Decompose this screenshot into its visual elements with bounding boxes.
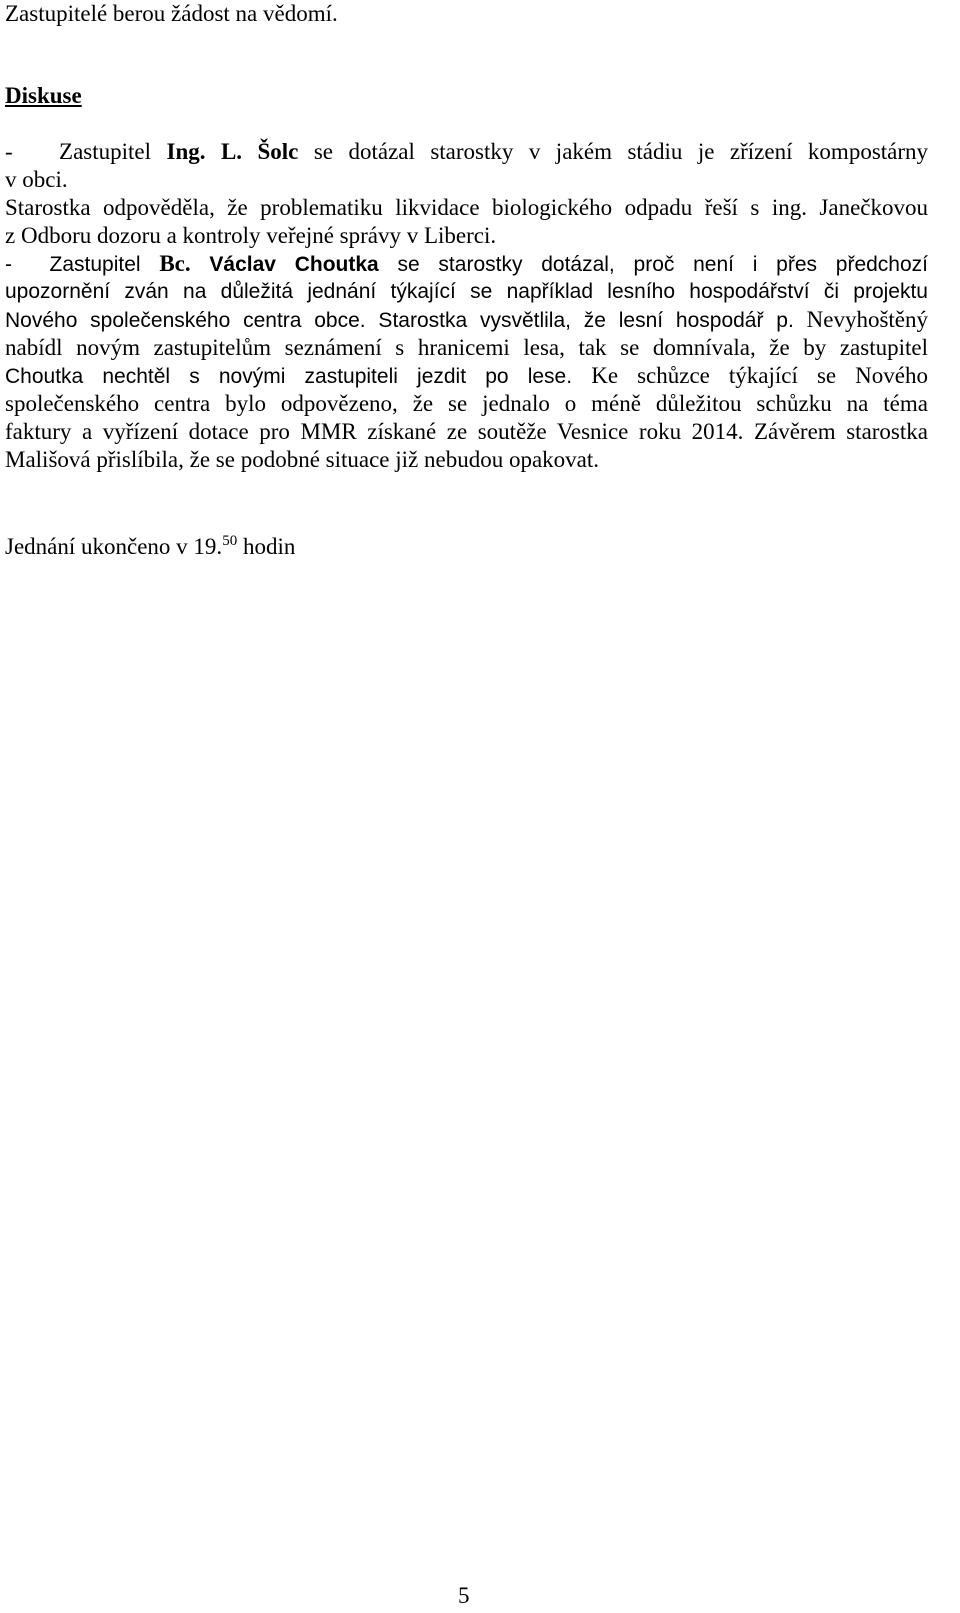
item2-title: Bc.	[159, 251, 191, 276]
item2-line7: faktury a vyřízení dotace pro MMR získané ze soutěže Vesnice roku 2014. Závěrem starostka	[5, 419, 928, 444]
item2-line5-serif: Ke schůzce týkající se Nového	[591, 363, 928, 388]
item2-prefix: Zastupitel	[49, 253, 141, 276]
section-heading-diskuse: Diskuse	[5, 83, 82, 108]
response1-line2: z Odboru dozoru a kontroly veřejné správy v Liberci.	[5, 223, 497, 248]
item1-line1	[5, 138, 928, 166]
item2-line1	[5, 250, 928, 279]
item2-line3-serif: Nevyhoštěný	[806, 307, 928, 332]
item1-dash: -	[5, 139, 13, 164]
closing-text: Jednání ukončeno v 19.	[5, 534, 223, 559]
intro-text: Zastupitelé berou žádost na vědomí.	[5, 1, 338, 26]
item2-line5	[5, 362, 928, 391]
item1-prefix: Zastupitel	[59, 139, 152, 164]
closing-suffix: hodin	[242, 534, 296, 559]
item2-dash: -	[5, 253, 12, 276]
closing-line	[5, 533, 295, 561]
item2-line2: upozornění zván na důležitá jednání týkající se například lesního hospodářství či projektu	[5, 280, 928, 303]
item2-line3-sans: Nového společenského centra obce. Starostka vysvětlila, že lesní hospodář p.	[5, 309, 794, 332]
closing-minutes: 50	[222, 533, 238, 549]
page-number: 5	[458, 1583, 470, 1608]
item2-line5-sans: Choutka nechtěl s novými zastupiteli jezdit po lese.	[5, 365, 573, 388]
item1-line2: v obci.	[5, 167, 68, 192]
item2-line3	[5, 306, 928, 335]
item1-text: se dotázal starostky v jakém stádiu je zřízení kompostárny	[313, 139, 929, 164]
item2-line6: společenského centra bylo odpovězeno, že se jednalo o méně důležitou schůzku na téma	[5, 391, 928, 416]
item2-text: se starostky dotázal, proč není i přes předchozí	[397, 253, 929, 276]
response1-line1: Starostka odpověděla, že problematiku likvidace biologického odpadu řeší s ing. Janečkovou	[5, 195, 928, 220]
item2-line4: nabídl novým zastupitelům seznámení s hranicemi lesa, tak se domnívala, že by zastupitel	[5, 335, 928, 360]
item2-name: Václav Choutka	[209, 253, 379, 276]
item2-line8: Mališová přislíbila, že se podobné situace již nebudou opakovat.	[5, 447, 600, 472]
item1-name: Ing. L. Šolc	[166, 139, 299, 164]
